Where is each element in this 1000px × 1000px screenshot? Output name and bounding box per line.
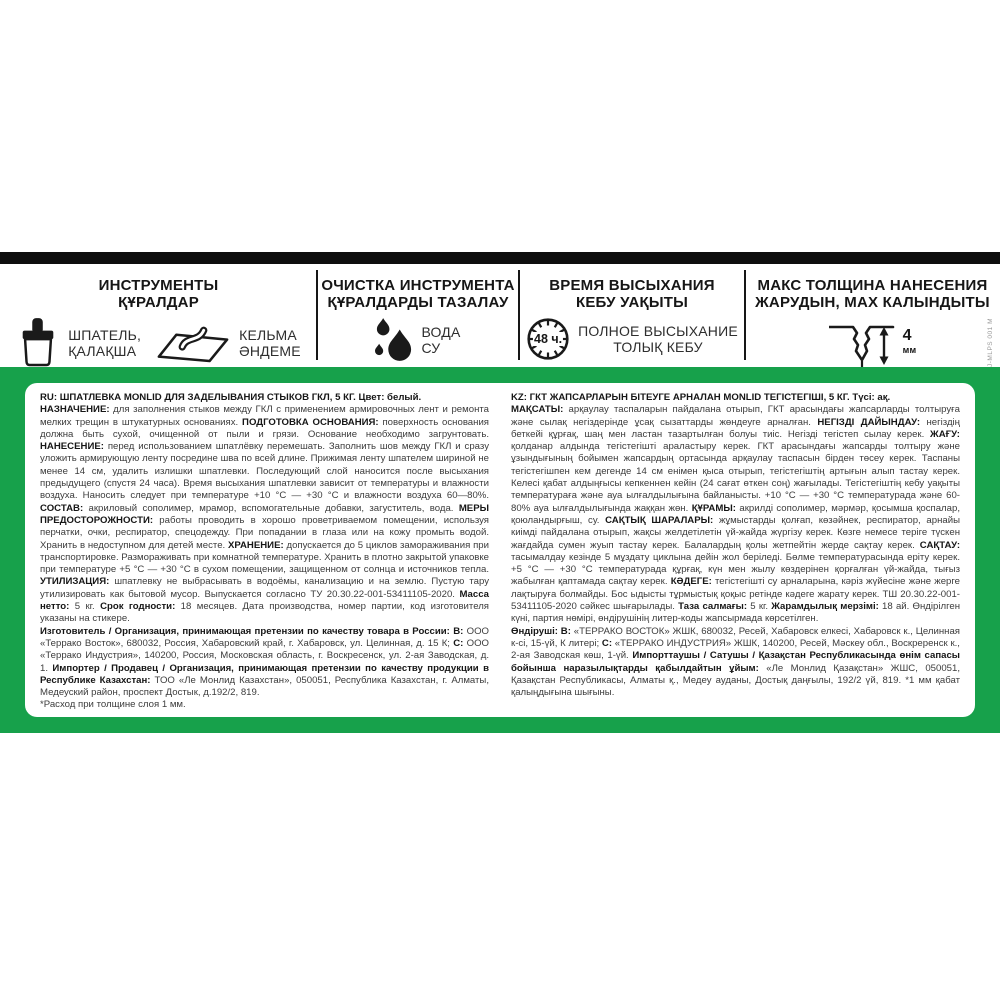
column-title-tools (99, 277, 219, 311)
clock-wrap (526, 317, 570, 361)
drying-label: ПОЛНОЕ ВЫСЫХАНИЕ ТОЛЫҚ КЕБУ (578, 322, 738, 355)
icon-band-column-cleaning (317, 264, 519, 367)
thickness-items (829, 317, 917, 369)
column-divider (316, 270, 318, 360)
kz-title: KZ: ГКТ ЖАПСАРЛАРЫН БІТЕУГЕ АРНАЛАН MONLID ТЕГІСТЕГІШІ, 5 КГ. Түсі: ақ. (511, 392, 891, 403)
thickness-item (829, 317, 917, 369)
icon-band-column-tools (0, 264, 317, 367)
drying-item (526, 317, 738, 361)
kz-text-column (511, 392, 960, 708)
thickness-value-label: 4 мм (902, 326, 917, 355)
putty-knife-icon (16, 317, 60, 369)
icon-band (0, 264, 1000, 367)
ru-manufacturer-paragraph: Изготовитель / Организация, принимающая претензии по качеству товара в России: В: ООО «Террако Восток», 680032, Россия, Хабаровский край, г. Хабаровск, ул. Целинная, д. 15 К; С: ООО «Террако Индустрия», 140200, Россия, Московская область, г. Воскресенск, ул. 2-ая Заводская, д. 1. Импортер / Продавец / Организация, принимающая претензии по качеству продукции в Республике Казахстан: ТОО «Ле Монлид Казахстан», 050051, Республика Казахстан, г. Алматы, Медеуский район, проспект Достык, д.192/2, 819. (40, 625, 490, 699)
putty-knife-item (16, 317, 141, 369)
column-title-ru: ИНСТРУМЕНТЫ (98, 277, 219, 294)
cleaning-items (375, 317, 460, 363)
water-item (375, 317, 460, 363)
tools-items (16, 317, 301, 369)
clock-hours-text: 48 ч. (534, 332, 563, 346)
ru-title: RU: ШПАТЛЕВКА MONLID ДЛЯ ЗАДЕЛЫВАНИЯ СТЫКОВ ГКЛ, 5 КГ. Цвет: белый. (40, 392, 422, 403)
ru-main-paragraph: НАЗНАЧЕНИЕ: для заполнения стыков между ГКЛ с применением армировочных лент и ремонта мелких трещин в штукатурных основаниях. ПОДГОТОВКА ОСНОВАНИЯ: поверхность основания должна быть сухой, очищенной от пыли и грязи. Основание необходимо загрунтовать. НАНЕСЕНИЕ: перед использованием шпатлёвку перемешать. Заполнить шов между ГКЛ и сразу уложить армирующую ленту посредине шва по всей длине. Прижимая ленту шпателем шириной не менее 14 см, удалить излишки шпатлевки. Последующий слой наносится после высыхания предыдущего (спустя 24 часа). Время высыхания шпатлевки зависит от температуры и влажности воздуха. Наносить следует при температуре +10 °C — +30 °C и влажности воздуха 60—80%. СОСТАВ: акриловый сополимер, мрамор, вспомогательные добавки, загуститель, вода. МЕРЫ ПРЕДОСТОРОЖНОСТИ: работы проводить в хорошо проветриваемом помещении, используя перчатки, очки, респиратор, спецодежду. При попадании в глаза или на кожу промыть водой. Хранить в недоступном для детей месте. ХРАНЕНИЕ: допускается до 5 циклов замораживания при транспортировке. Размораживать при комнатной температуре. Хранить в плотно закрытой упаковке при температуре +5 °C — +30 °C в сухом помещении, защищенном от солнца и источников тепла. УТИЛИЗАЦИЯ: шпатлевку не выбрасывать в водоёмы, канализацию и на землю. Пустую тару утилизировать как бытовой мусор. Выпускается согласно ТУ 20.30.22-001-53411105-2020. Масса нетто: 5 кг. Срок годности: 18 месяцев. Дата производства, номер партии, код изготовителя указаны на стикере. (40, 404, 490, 625)
print-code: J-MLPS 001 M (987, 318, 994, 367)
info-panel-background (0, 367, 1000, 733)
icon-band-column-drying-time (519, 264, 745, 367)
column-title-cleaning: ОЧИСТКА ИНСТРУМЕНТА ҚҰРАЛДАРДЫ ТАЗАЛАУ (321, 277, 515, 311)
trowel-icon (153, 320, 231, 366)
info-sheet (25, 383, 975, 717)
column-divider (518, 270, 520, 360)
column-title-thickness: МАКС ТОЛЩИНА НАНЕСЕНИЯ ЖАРУДЫН, MAX КАЛЫНДЫТЫ (755, 277, 990, 311)
trowel-label: КЕЛЬМА ӘНДЕМЕ (239, 326, 301, 359)
crack-depth-icon (829, 317, 895, 369)
column-title-drying: ВРЕМЯ ВЫСЫХАНИЯ КЕБУ УАҚЫТЫ (549, 277, 715, 311)
ru-text-column (40, 392, 490, 711)
icon-band-column-thickness (745, 264, 1000, 367)
water-label: ВОДА СУ (421, 323, 461, 356)
ru-footnote: *Расход при толщине слоя 1 мм. (40, 699, 186, 711)
column-title-kz: ҚҰРАЛДАР (118, 294, 199, 311)
water-drops-icon (375, 317, 413, 363)
drying-items (526, 317, 738, 361)
kz-manufacturer-paragraph: Өндіруші: В: «ТЕРРАКО ВОСТОК» ЖШК, 680032, Ресей, Хабаровск елкесі, Хабаровск к., Целинная к-сі, 15-үй, К литері; С: «ТЕРРАКО ИНДУСТРИЯ» ЖШК, 140200, Ресей, Мәскеу обл., Воскреренск к., 2-ая Заводская көш, 1-үй. Импорттаушы / Сатушы / Қазақстан Республикасында өнім сапасы бойынша наразылықтарды қабылдайтын ұйым: «Ле Монлид Қазақстан» ЖШС, 050051, Қазақстан Республикасы, Алматы қ., Медеу ауданы, Достық даңғылы, 192/2 үй, 819. *1 мм қабат қалыңдығына шығыны. (511, 625, 960, 699)
trowel-item (153, 320, 301, 366)
column-divider (744, 270, 746, 360)
kz-main-paragraph: МАҚСАТЫ: арқаулау таспаларын пайдалана отырып, ГКТ арасындағы жапсарларды толтыруға және сылақ негіздерінде ұсақ сызаттарды жөндеуге арналған. НЕГІЗДІ ДАЙЫНДАУ: негіздің беткейі құрғақ, шаң мен ластан тазартылған болуы тиіс. Негізді тегістеп сылау керек. ЖАҒУ: қолданар алдында тегістегішті араластыру керек. ГКТ арасындағы жапсарды толтыру және ұзындығының бойымен жапсардың ортасында арқаулау таспасын бірден төсеу керек. Таспаны тегістегішпен кем дегенде 14 см енімен қыса отырып, тегістегіштің артығын алып тастау керек. Келесі қабат алдыңғысы кепкеннен кейін (24 сағат өткен соң) жағылады. Тегістегіштің кебу уақыты температураға және ауа ылғалдылығына байланысты. +10 °C — +30 °C температурада және 60-80% ауа ылғалдылығында жаққан жөн. ҚҰРАМЫ: акрилді сополимер, мәрмәр, қосымша қоспалар, қоюландырғыш, су. САҚТЫҚ ШАРАЛАРЫ: жұмыстарды қолғап, көзәйнек, респиратор, арнайы киімді пайдалана отырып, жақсы желдетілетін үй-жайда жүргізу керек. Көзге немесе теріге түскен жағдайда сумен жуып тастау керек. Балалардың қолы жетпейтін жерде сақтау керек. САҚТАУ: тасымалдау кезінде 5 мұздату циклына дейін жол беріледі. Бөлме температурасында еріту керек. +5 °C — +30 °C температурада құрғақ, күн мен жылу көздерінен қорғалған үй-жайда, тығыз жабылған қаптамада сақтау керек. КӘДЕГЕ: тегістегішті су арналарына, кәріз жүйесіне және жерге лақтыруға болмайды. Бос ыдысты тұрмыстық қоқыс ретінде кәдеге жарату керек. ТШ 20.30.22-001-53411105-2020 сәйкес шығарылады. Таза салмағы: 5 кг. Жарамдылық мерзімі: 18 ай. Өндірілген күні, партия нөмірі, өндірушінің литер-коды жапсырмада көрсетілген. (511, 404, 961, 625)
top-divider-bar (0, 252, 1000, 264)
putty-knife-label: ШПАТЕЛЬ, ҚАЛАҚША (68, 326, 142, 359)
